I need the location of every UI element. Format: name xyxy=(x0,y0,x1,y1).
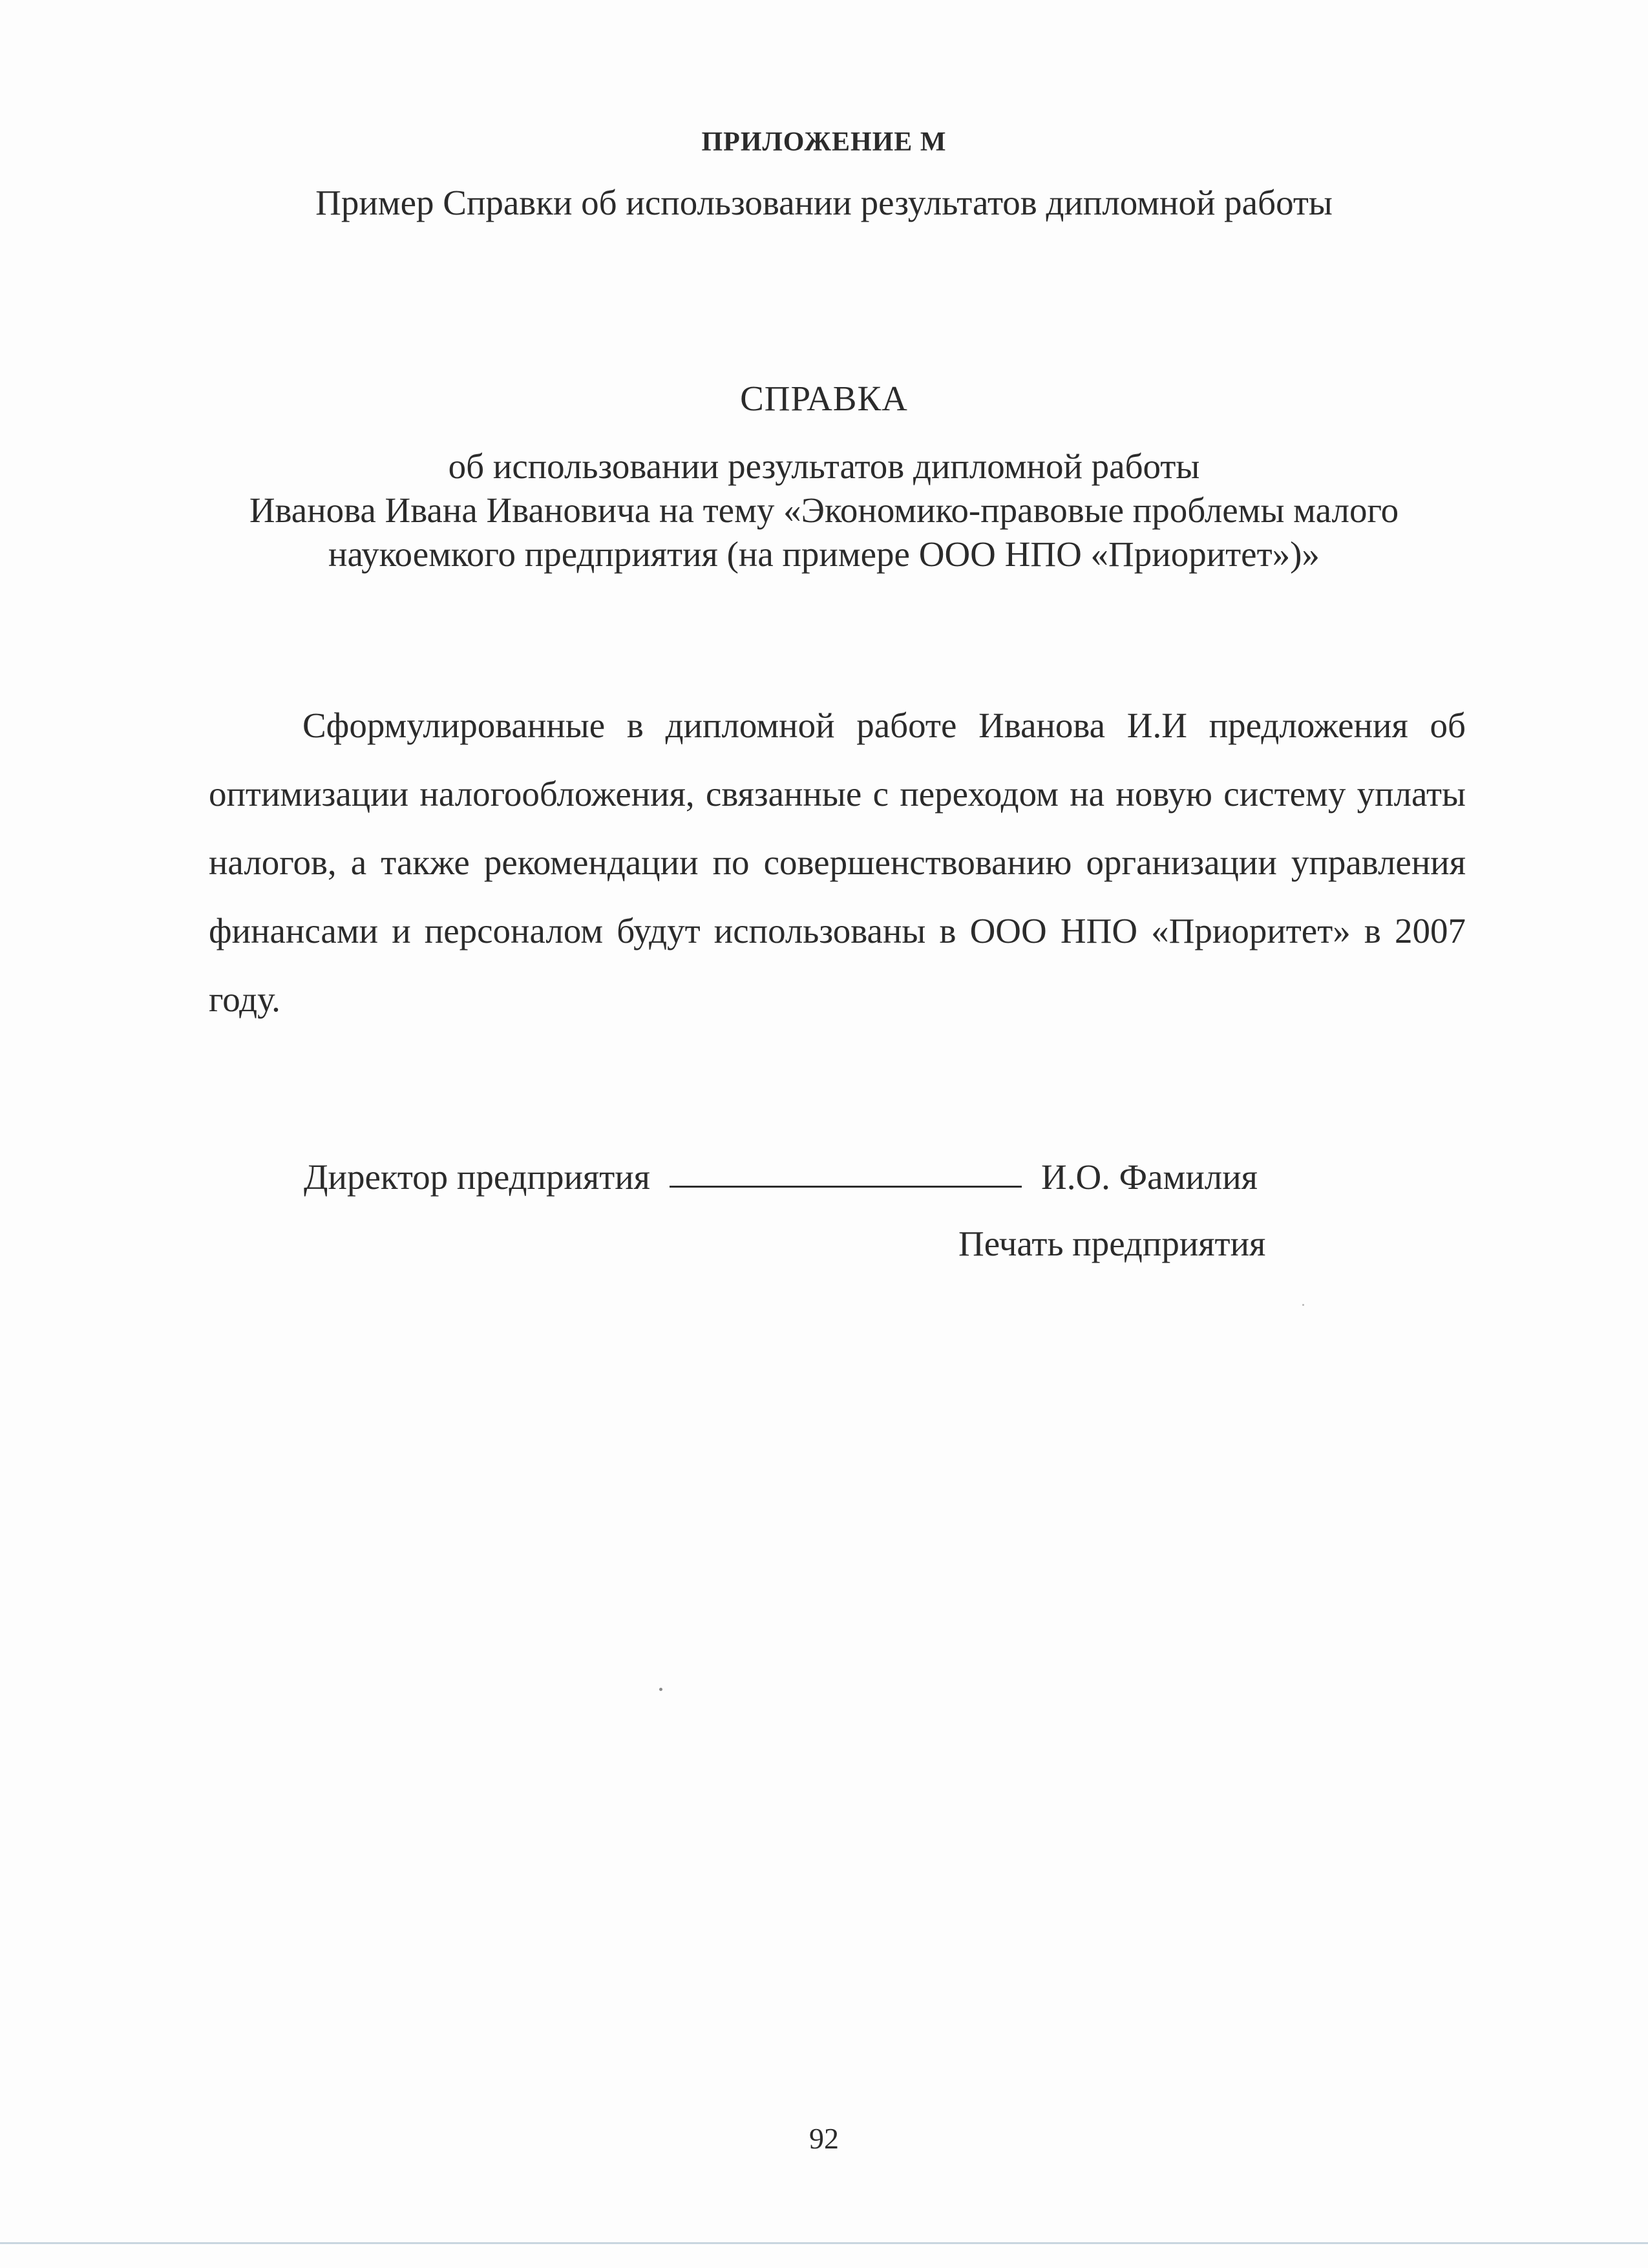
signature-line xyxy=(670,1183,1022,1188)
certificate-subtitle-line: об использовании результатов дипломной работы xyxy=(448,446,1200,486)
scan-speck xyxy=(659,1688,662,1691)
stamp-label: Печать предприятия xyxy=(958,1224,1266,1263)
certificate-title: СПРАВКА xyxy=(740,379,908,418)
scan-speck xyxy=(1302,1304,1304,1306)
appendix-title: ПРИЛОЖЕНИЕ М xyxy=(701,127,947,157)
certificate-subtitle-line: Иванова Ивана Ивановича на тему «Экономико-правовые проблемы малого xyxy=(249,490,1399,530)
director-name: И.О. Фамилия xyxy=(1041,1157,1258,1197)
director-label: Директор предприятия xyxy=(304,1157,650,1197)
certificate-body-paragraph: Сформулированные в дипломной работе Иванова И.И предложения об оптимизации налогообложения, связанные с переходом на новую систему уплаты налогов, а также рекомендации по совершенствованию организации управления финансами и персоналом будут использованы в ООО НПО «Приоритет» в 2007 году. xyxy=(209,706,1466,1019)
page-number: 92 xyxy=(809,2122,839,2155)
appendix-subtitle: Пример Справки об использовании результатов дипломной работы xyxy=(315,183,1333,222)
signature-row xyxy=(304,1157,1258,1197)
certificate-subtitle-line: наукоемкого предприятия (на примере ООО НПО «Приоритет»)» xyxy=(328,534,1320,574)
scan-edge-line xyxy=(0,2242,1648,2244)
